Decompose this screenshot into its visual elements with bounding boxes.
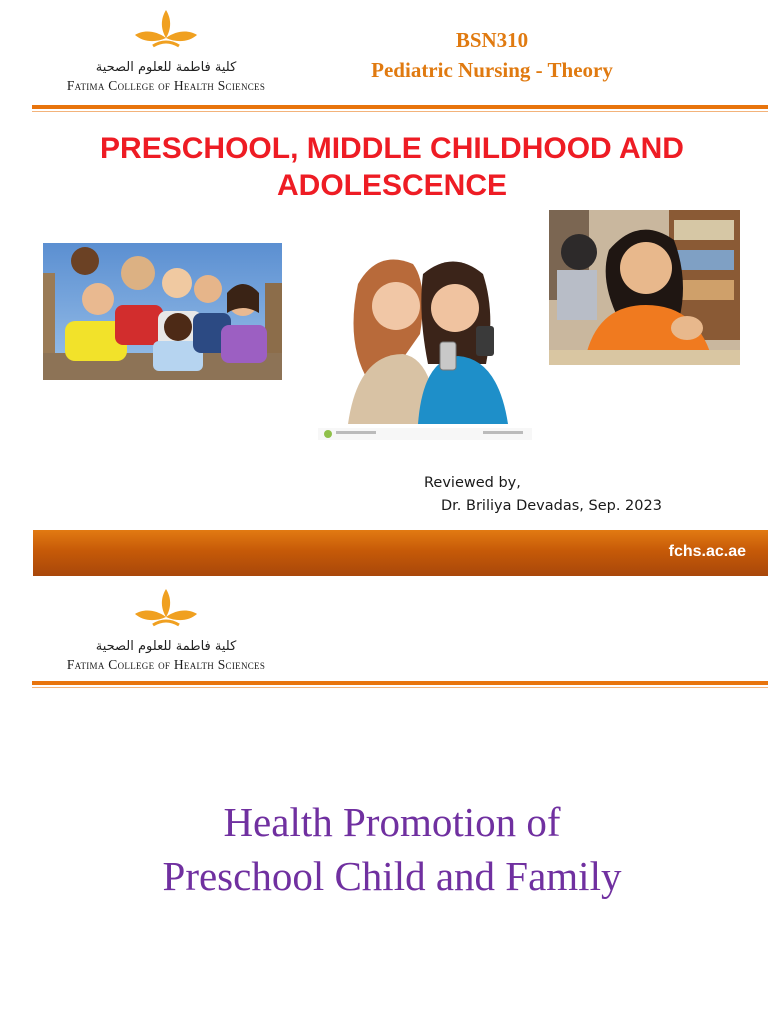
flower-logo-icon [133,8,199,58]
footer-url[interactable]: fchs.ac.ae [668,543,746,560]
orange-divider-2 [32,681,768,685]
reviewed-by-label: Reviewed by, [424,475,521,491]
logo-arabic-text: كلية فاطمة للعلوم الصحية [95,639,237,654]
course-name: Pediatric Nursing - Theory [371,58,613,82]
college-logo-2 [30,587,302,677]
reviewed-by-block [424,472,662,518]
logo-english-text: Fatima College of Health Sciences [66,78,266,93]
subtitle-line-2: Preschool Child and Family [162,853,622,899]
reviewer-name: Dr. Briliya Devadas, Sep. 2023 [441,498,662,514]
footer-bar [33,530,768,576]
college-logo [30,8,302,98]
school-girl-photo [549,210,740,365]
subtitle-line-1: Health Promotion of [223,799,561,845]
course-code: BSN310 [455,28,529,52]
logo-english-text: Fatima College of Health Sciences [66,657,266,672]
teen-girls-photo [318,244,532,440]
thin-divider [32,111,768,112]
group-children-photo [43,243,282,380]
slide-title [40,130,744,204]
logo-arabic-text: كلية فاطمة للعلوم الصحية [95,60,237,75]
course-info [320,26,664,86]
title-line-2: ADOLESCENCE [276,169,508,202]
slide-2 [0,577,768,1024]
flower-logo-icon [133,587,199,637]
slide-subtitle [40,795,744,903]
thin-divider-2 [32,687,768,688]
title-line-1: PRESCHOOL, MIDDLE CHILDHOOD AND [100,132,684,165]
orange-divider [32,105,768,109]
